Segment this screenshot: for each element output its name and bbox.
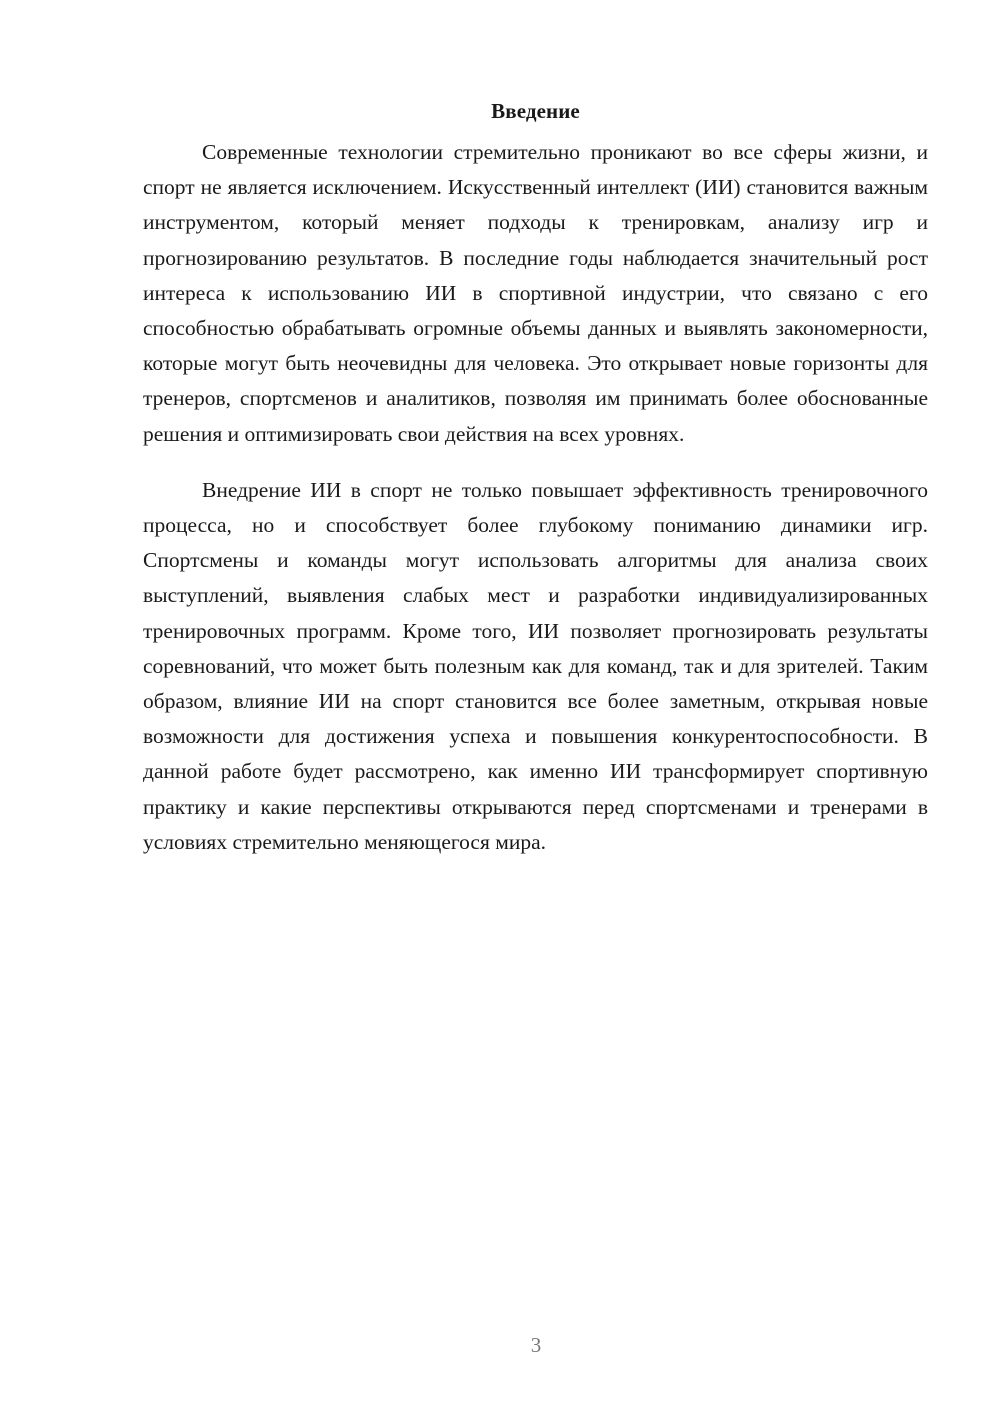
section-title: Введение <box>491 99 580 123</box>
paragraph-2: Внедрение ИИ в спорт не только повышает эффективность тренировочного процесса, но и способствует более глубокому пониманию динамики игр. Спортсмены и команды могут использовать алгоритмы для анализа своих выступлений, выявления слабых мест и разработки индивидуализированных тренировочных программ. Кроме того, ИИ позволяет прогнозировать результаты соревнований, что может быть полезным как для команд, так и для зрителей. Таким образом, влияние ИИ на спорт становится все более заметным, открывая новые возможности для достижения успеха и повышения конкурентоспособности. В данной работе будет рассмотрено, как именно ИИ трансформирует спортивную практику и какие перспективы открываются перед спортсменами и тренерами в условиях стремительно меняющегося мира. <box>143 477 928 854</box>
page-content <box>143 94 928 860</box>
page-number: 3 <box>530 1333 542 1357</box>
paragraph-1: Современные технологии стремительно проникают во все сферы жизни, и спорт не является исключением. Искусственный интеллект (ИИ) становится важным инструментом, который меняет подходы к тренировкам, анализу игр и прогнозированию результатов. В последние годы наблюдается значительный рост интереса к использованию ИИ в спортивной индустрии, что связано с его способностью обрабатывать огромные объемы данных и выявлять закономерности, которые могут быть неочевидны для человека. Это открывает новые горизонты для тренеров, спортсменов и аналитиков, позволяя им принимать более обоснованные решения и оптимизировать свои действия на всех уровнях. <box>143 140 928 446</box>
